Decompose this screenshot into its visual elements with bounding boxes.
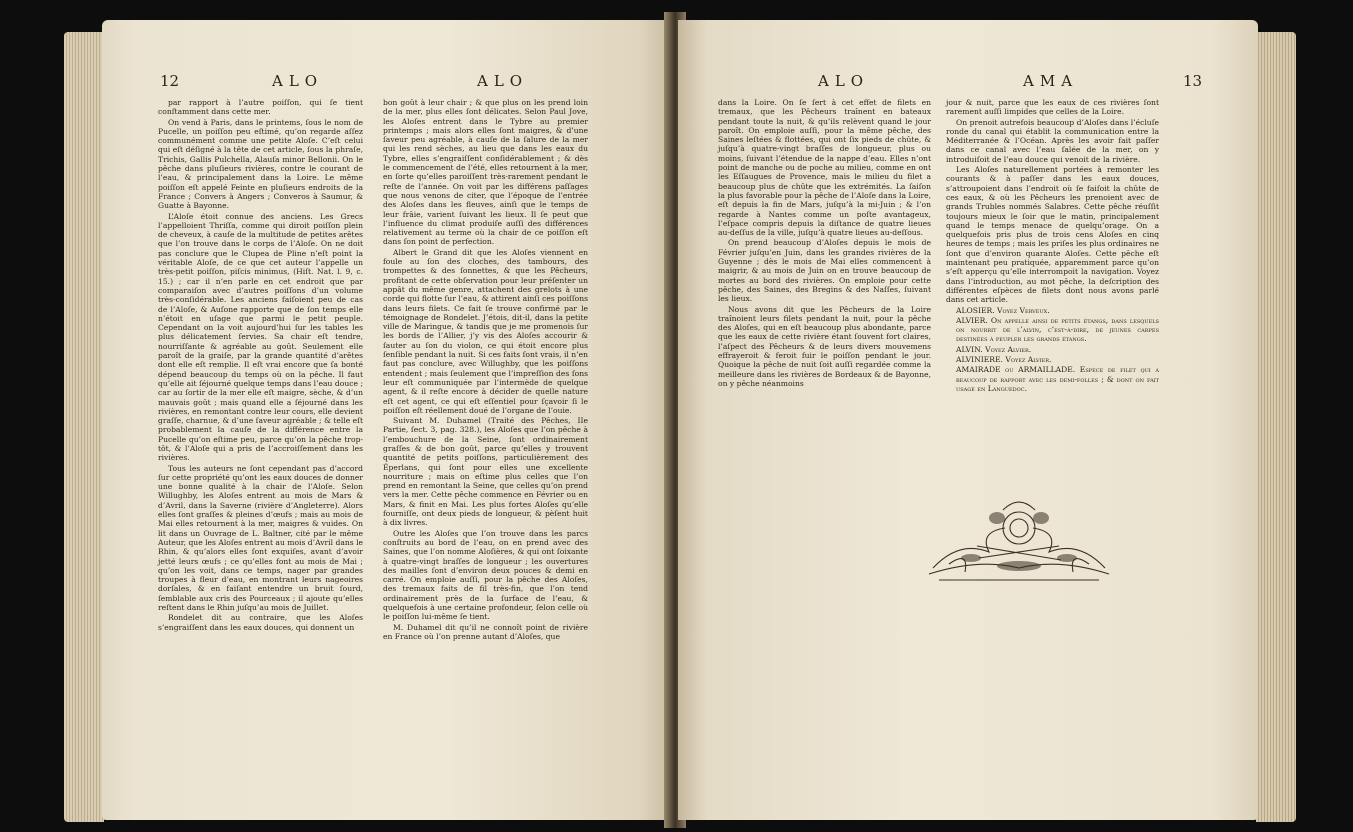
- left-page-edges: [64, 32, 104, 822]
- right-header-word-1: ALO: [818, 72, 870, 90]
- paragraph: par rapport à l’autre poiſſon, qui ſe tient conſtamment dans cette mer.: [158, 98, 363, 117]
- left-column-1: [158, 98, 363, 633]
- paragraph: jour & nuit, parce que les eaux de ces rivières ſont rarement auſſi limpides que celles de la Loire.: [946, 98, 1159, 117]
- dictionary-entry: ALVIN. Voyez Alvier.: [956, 344, 1032, 354]
- left-page-number: 12: [160, 72, 180, 90]
- right-running-head: [678, 72, 1258, 94]
- right-page-number: 13: [1183, 72, 1203, 90]
- left-header-word-2: ALO: [477, 72, 529, 90]
- dictionary-entry: ALVIER. On appelle ainſi de petits étangs, dans leſquels on nourrit de l’alvin, c’eſt-à-dire, de jeunes carpes deſtinées à peupler les grands étangs.: [956, 315, 1159, 344]
- ornamental-vignette-image: [919, 488, 1119, 588]
- paragraph: On vend à Paris, dans le printems, ſous le nom de Pucelle, un poiſſon peu eſtimé, qu’on regarde aſſez communément comme une petite Aloſe. C’eſt celui qui eſt déſigné à la tête de cet article, ſous la phraſe, Trichis, Gallis Pulchella, Alauſa minor Bellonii. On le pêche dans pluſieurs rivières, contre le courant de l’eau, & principalement dans la Loire. Le même poiſſon eſt appelé Feinte en pluſieurs endroits de la France ; Convers à Angers ; Converos à Saumur, & Guatte à Bayonne.: [158, 117, 363, 211]
- paragraph: dans la Loire. On ſe ſert à cet effet de filets en tremaux, que les Pêcheurs traînent en bateaux pendant toute la nuit, & qu’ils relèvent quand le jour paroît. On emploie auſſi, pour la même pêche, des Saines leſtées & flottées, qui ont ſix pieds de chûte, & juſqu’à quatre-vingt braſſes de longueur, plus ou moins, ſuivant l’étendue de la nappe d’eau. Elles n’ont point de manche ou de poche au milieu, comme en ont les Eſſaugues de Provence, mais le milieu du filet a beaucoup plus de chûte que les extrémités. La ſaiſon la plus favorable pour la pêche de l’Aloſe dans la Loire, eſt depuis la fin de Mars, juſqu’à la mi-Juin ; & l’on regarde à Nantes comme un poſte avantageux, l’eſpace compris depuis la diſtance de quatre lieues au-deſſus de la ville, juſqu’à quatre lieues au-deſſous.: [718, 98, 931, 238]
- left-column-2: [383, 98, 588, 642]
- paragraph: Rondelet dit au contraire, que les Aloſes s’engraiſſent dans les eaux douces, qui donnent un: [158, 613, 363, 632]
- paragraph: Suivant M. Duhamel (Traité des Pêches, IIe Partie, ſect. 3, pag. 328.), les Aloſes que l’on pêche à l’embouchure de la Seine, ſont ordinairement graſſes & de bon goût, parce qu’elles y trouvent quantité de petits poiſſons, particulièrement des Éperlans, qui ſont pour elles une excellente nourriture ; mais on eſtime plus celles que l’on prend en remontant la Seine, que celles qu’on prend vers la mer. Cette pêche commence en Février ou en Mars, & finit en Mai. Les plus fortes Aloſes qu’elle fourniſſe, ont deux pieds de longueur, & pèſent huit à dix livres.: [383, 416, 588, 528]
- paragraph: Outre les Aloſes que l’on trouve dans les parcs conſtruits au bord de l’eau, on en prend avec des Saines, que l’on nomme Aloſières, & qui ont ſoixante à quatre-vingt braſſes de longueur ; les ouvertures des mailles ſont d’environ deux pouces & demi en carré. On emploie auſſi, pour la pêche des Aloſes, des tremaux faits de fil très-fin, que l’on tend ordinairement près de la ſurface de l’eau, & quelquefois à une certaine profondeur, ſelon celle où le poiſſon lui-même ſe tient.: [383, 528, 588, 622]
- dictionary-entry: ALOSIER. Voyez Verveux.: [956, 305, 1050, 315]
- right-column-1: [718, 98, 931, 389]
- paragraph: On prend beaucoup d’Aloſes depuis le mois de Février juſqu’en Juin, dans les grandes rivières de la Guyenne ; dès le mois de Mai elles commencent à maigrir, & au mois de Juin on en trouve beaucoup de mortes au bord des rivières. On emploie pour cette pêche, des Saines, des Bregins & des Naſſes, ſuivant les lieux.: [718, 238, 931, 304]
- paragraph: Tous les auteurs ne ſont cependant pas d’accord ſur cette propriété qu’ont les eaux douces de donner une bonne qualité à la chair de l’Aloſe. Selon Willughby, les Aloſes entrent au mois de Mars & d’Avril, dans la Saverne (rivière d’Angleterre). Alors elles ſont graſſes & pleines d’œufs ; mais au mois de Mai elles retournent à la mer, maigres & vuides. On lit dans un Ouvrage de L. Baltner, cité par le même Auteur, que les Aloſes entrent au mois d’Avril dans le Rhin, & qu’alors elles ſont exquiſes, avant d’avoir jetté leurs œufs ; ce qu’elles font au mois de Mai ; qu’on les voit, dans ce temps, nager par grandes troupes à fleur d’eau, en montrant leurs nageoires dorſales, & en faiſant entendre un bruit ſourd, ſemblable aux cris des Pourceaux ; il ajoute qu’elles reſtent dans le Rhin juſqu’au mois de Juillet.: [158, 463, 363, 613]
- dictionary-entry: AMAIRADE ou ARMAILLADE. Eſpèce de filet qui a beaucoup de rapport avec les demi-folles ; & dont on fait uſage en Languedoc.: [956, 365, 1159, 393]
- right-column-2: [946, 98, 1159, 394]
- paragraph: Les Aloſes naturellement portées à remonter les courants & à paſſer dans les eaux douces, s’attroupoient dans l’endroit où ſe faiſoit la chûte de ces eaux, & où les Pêcheurs les prenoient avec de grands Trubles nommés Salabres. Cette pêche réuſſit toujours mieux le ſoir que le matin, principalement quand le temps menace de quelqu’orage. On a quelquefois pris plus de trois cens Aloſes en cinq heures de temps ; mais les priſes les plus ordinaires ne ſont que d’environ quarante Aloſes. Cette pêche eſt maintenant peu pratiquée, apparemment parce qu’on s’eſt apperçu qu’elle interrompoit la navigation. Voyez dans l’introduction, au mot pêche, la deſcription des différentes eſpèces de filets dont nous avons parlé dans cet article.: [946, 165, 1159, 305]
- open-book: [64, 12, 1296, 828]
- left-running-head: [102, 72, 672, 94]
- left-header-word-1: ALO: [272, 72, 324, 90]
- paragraph: L’Aloſe étoit connue des anciens. Les Grecs l’appelloient Thriſſa, comme qui diroit poiſſon plein de cheveux, à cauſe de la multitude de petites arêtes que l’on trouve dans le corps de l’Aloſe. On ne doit pas conclure que le Clupea de Pline n’eſt point la véritable Aloſe, de ce que cet auteur l’appelle un très-petit poiſſon, piſcis minimus, (Hiſt. Nat. l. 9, c. 15.) ; car il n’en parle en cet endroit que par comparaiſon avec d’autres poiſſons d’un volume très-conſidérable. Les anciens faiſoient peu de cas de l’Aloſe, & Auſone rapporte que de ſon temps elle n’étoit en uſage que parmi le petit peuple. Cependant on la voit aujourd’hui ſur les tables les plus délicatement ſervies. Sa chair eſt tendre, nourriſſante & agréable au goût. Seulement elle paroît de la graiſe, par la grande quantité d’arêtes dont elle eſt remplie. Il eſt vrai encore que ſa bonté dépend beaucoup du temps où on la pêche. Il faut qu’elle ait ſéjourné quelque temps dans l’eau douce ; car au ſortir de la mer elle eſt maigre, sèche, & d’un mauvais goût ; mais quand elle a ſéjourné dans les rivières, en remontant contre leur cours, elle devient graſſe, charnue, & d’une ſaveur agréable ; & telle eſt probablement la cauſe de la différence entre la Pucelle qu’on eſtime peu, parce qu’on la pêche trop-tôt, & l’Aloſe qui a pris de l’accroiſſement dans les rivières.: [158, 211, 363, 463]
- paragraph: On prenoit autrefois beaucoup d’Aloſes dans l’écluſe ronde du canal qui établit la communication entre la Méditerranée & l’Océan. Après les avoir fait paſſer dans ce canal avec l’eau ſalée de la mer, on y introduiſoit de l’eau douce qui venoit de la rivière.: [946, 117, 1159, 164]
- paragraph: M. Duhamel dit qu’il ne connoît point de rivière en France où l’on prenne autant d’Aloſes, que: [383, 622, 588, 641]
- paragraph: Nous avons dit que les Pêcheurs de la Loire traînoient leurs filets pendant la nuit, pour la pêche des Aloſes, qui en eſt beaucoup plus abondante, parce que les eaux de cette rivière étant ſouvent fort claires, l’aſpect des Pêcheurs & de leurs divers mouvemens effrayeroit & feroit fuir le poiſſon pendant le jour. Quoique la pêche de nuit ſoit auſſi regardée comme la meilleure dans les rivières de Bordeaux & de Bayonne, on y pêche néanmoins: [718, 304, 931, 388]
- left-page: [102, 20, 672, 820]
- right-header-word-2: AMA: [1023, 72, 1079, 90]
- dictionary-entry: ALVINIERE. Voyez Alvier.: [956, 355, 1052, 365]
- right-page: [678, 20, 1258, 820]
- right-page-edges: [1256, 32, 1296, 822]
- paragraph: bon goût à leur chair ; & que plus on les prend loin de la mer, plus elles ſont délicates. Selon Paul Jove, les Aloſes entrent dans le Tybre au premier printemps ; mais alors elles ſont maigres, & d’une ſaveur peu agréable, à cauſe de la ſalure de la mer qui les rend sèches, au lieu que dans les eaux du Tybre, elles s’engraiſſent conſidérablement ; & dès le commencement de l’été, elles retournent à la mer, en ſorte qu’elles paroiſſent très-rarement pendant le reſte de l’année. On voit par les différens paſſages que nous venons de citer, que l’époque de l’entrée des Aloſes dans les fleuves, ainſi que le temps de leur frâie, varient ſuivant les lieux. Il ſe peut que l’influence du climat produiſe auſſi des différences relativement au terme où la chair de ce poiſſon eſt dans ſon point de perfection.: [383, 98, 588, 247]
- paragraph: Albert le Grand dit que les Aloſes viennent en foule au ſon des cloches, des tambours, des trompettes & des ſonnettes, & que les Pêcheurs, profitant de cette obſervation pour leur préſenter un appât du même genre, attachent des grelots à une corde qui flotte ſur l’eau, & attirent ainſi ces poiſſons dans leurs filets. Ce fait ſe trouve confirmé par le témoignage de Rondelet. J’étois, dit-il, dans la petite ville de Maringue, & tandis que je me promenois ſur les bords de l’Allier, j’y vis des Aloſes accourir & ſauter au ſon du violon, ce qui étoit encore plus ſenſible pendant la nuit. Si ces faits ſont vrais, il n’en faut pas conclure, avec Willughby, que les poiſſons entendent ; mais ſeulement que l’impreſſion des ſons leur eſt communiquée par l’intermède de quelque agent, & il reſte encore à décider de quelle nature eſt cet agent, ce qui eſt eſſentiel pour ſçavoir ſi le poiſſon eſt réellement doué de l’organe de l’ouie.: [383, 247, 588, 415]
